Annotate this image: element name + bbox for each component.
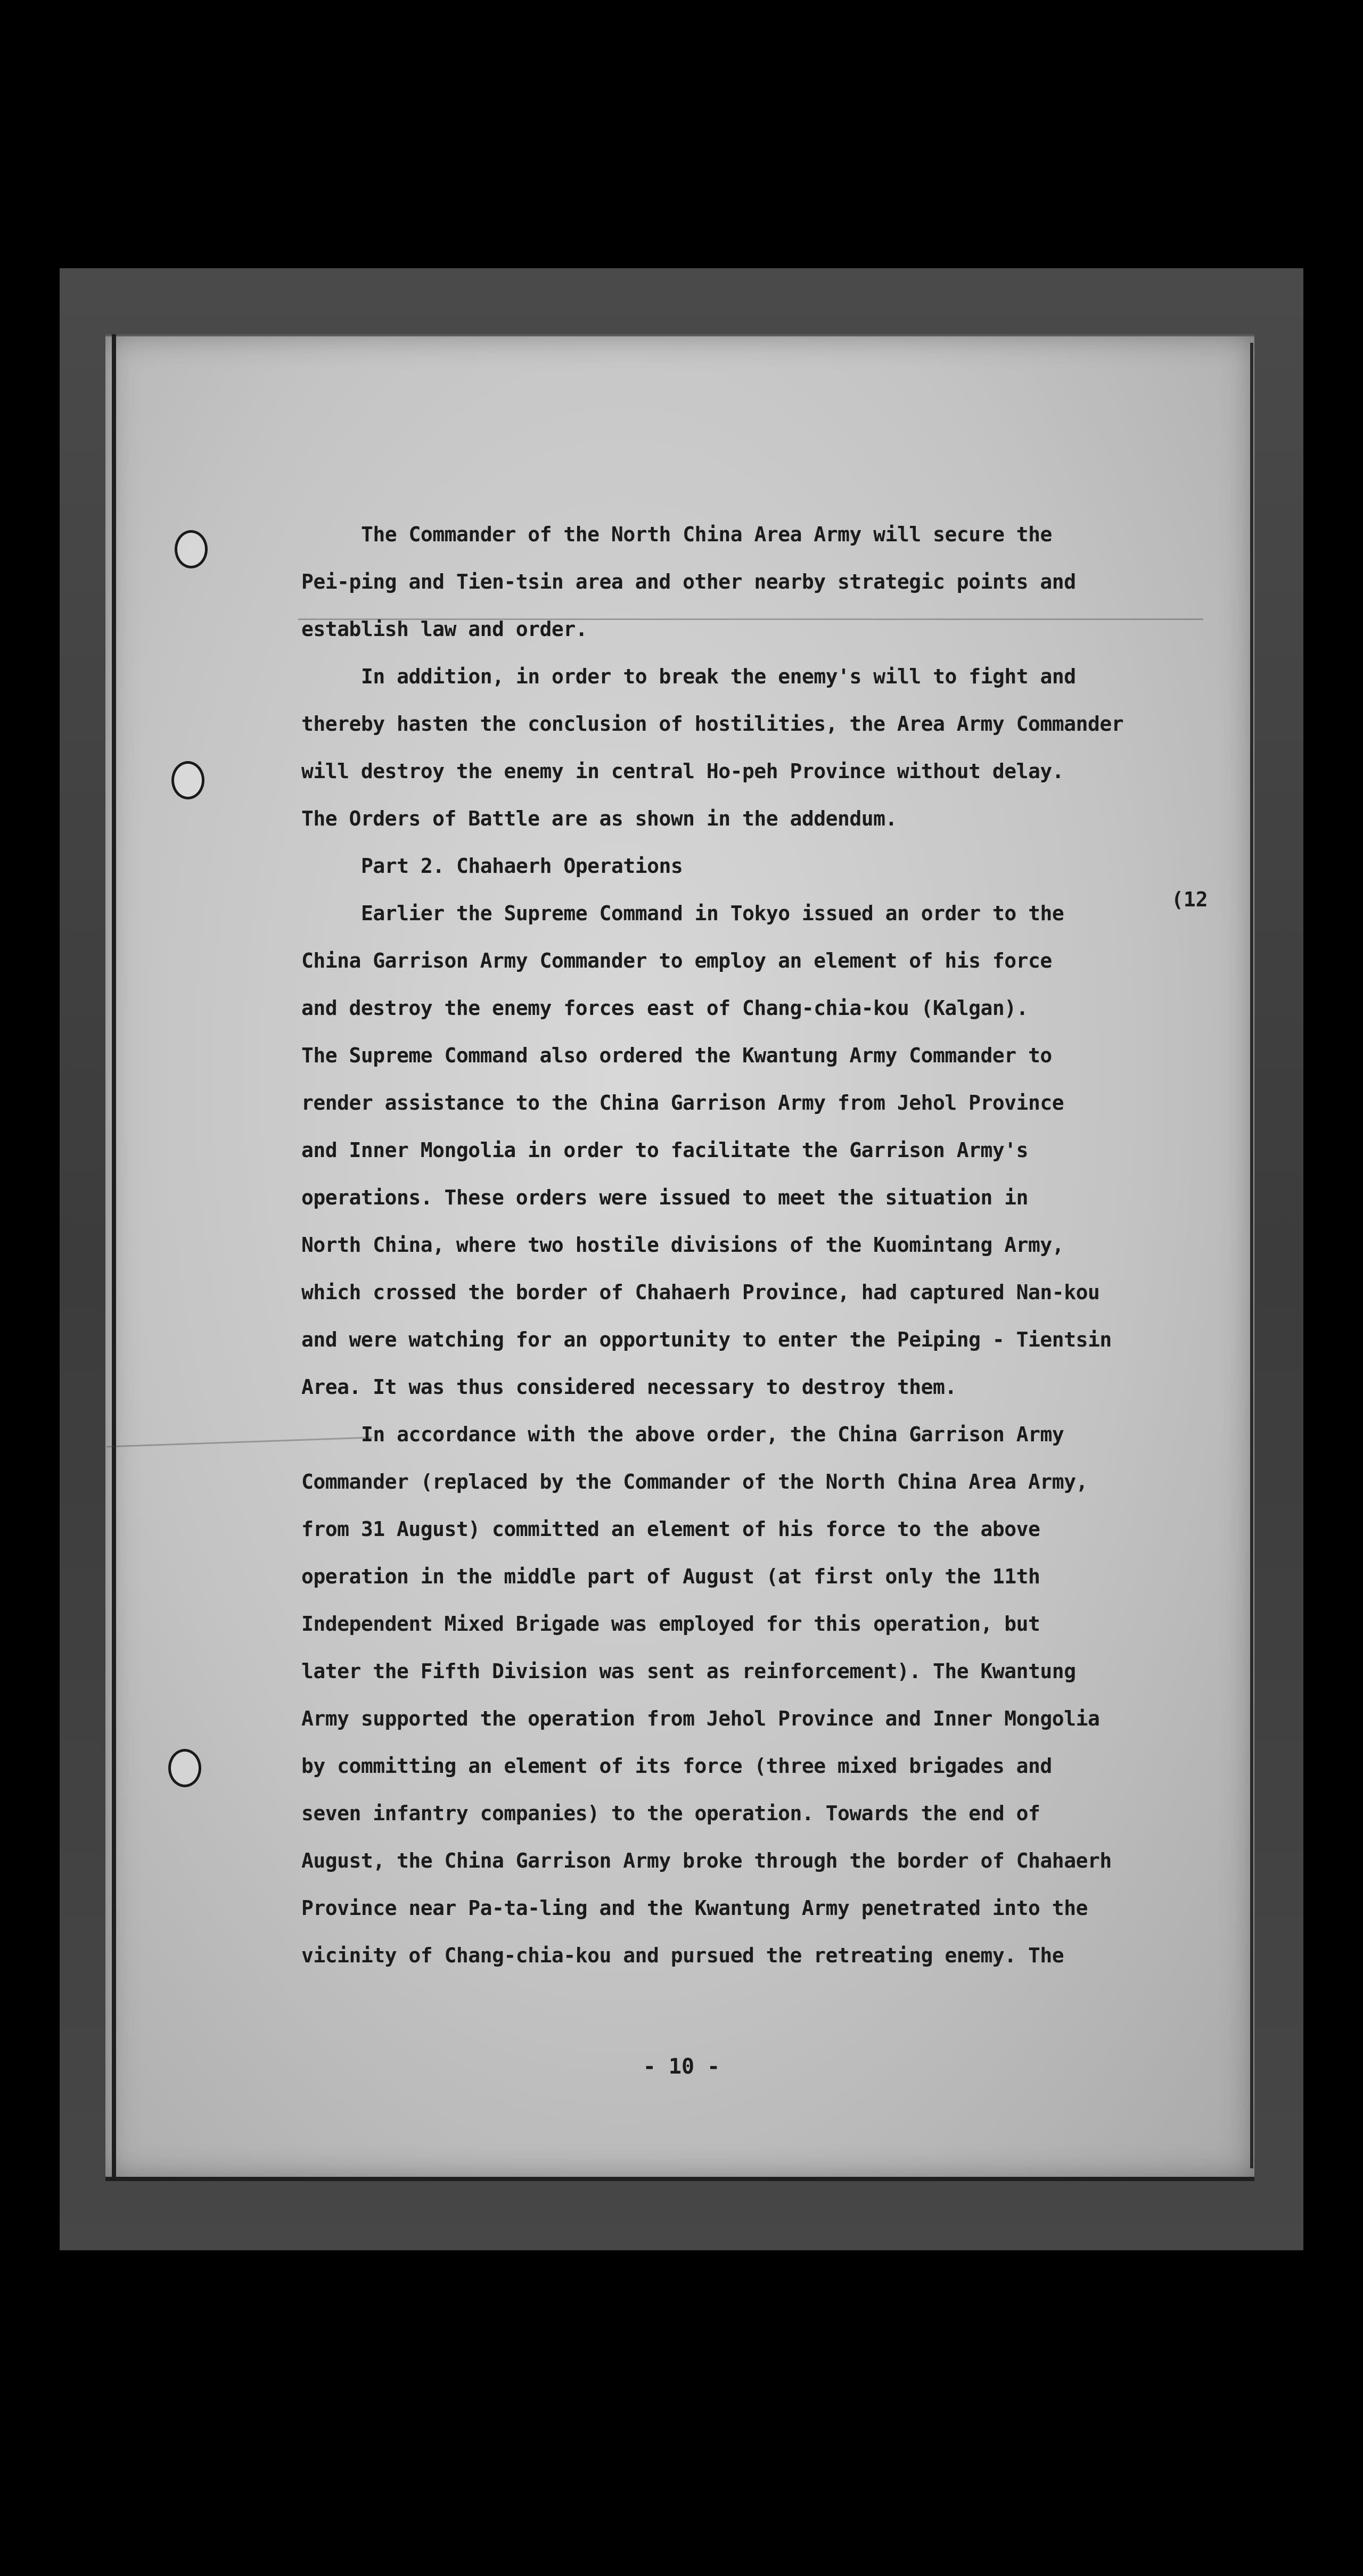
punch-hole-middle <box>171 761 204 799</box>
text-line: operation in the middle part of August (at first only the 11th <box>301 1565 1040 1588</box>
text-line: August, the China Garrison Army broke through the border of Chahaerh <box>301 1849 1112 1872</box>
margin-annotation: (12 <box>1171 888 1208 911</box>
text-line: The Supreme Command also ordered the Kwantung Army Commander to <box>301 1044 1052 1067</box>
page-edge-left <box>112 334 116 2179</box>
text-line: North China, where two hostile divisions of the Kuomintang Army, <box>301 1233 1064 1257</box>
text-line: Area. It was thus considered necessary to destroy them. <box>301 1375 957 1399</box>
text-line: from 31 August) committed an element of his force to the above <box>301 1517 1040 1541</box>
text-line: Province near Pa-ta-ling and the Kwantung Army penetrated into the <box>301 1896 1088 1920</box>
text-line: Independent Mixed Brigade was employed for this operation, but <box>301 1612 1040 1636</box>
text-line: will destroy the enemy in central Ho-peh Province without delay. <box>301 759 1064 783</box>
text-line: Pei-ping and Tien-tsin area and other nearby strategic points and <box>301 570 1076 593</box>
text-line: Commander (replaced by the Commander of the North China Area Army, <box>301 1470 1088 1493</box>
text-line: which crossed the border of Chahaerh Province, had captured Nan-kou <box>301 1281 1100 1304</box>
text-line: render assistance to the China Garrison Army from Jehol Province <box>301 1091 1064 1114</box>
page-edge-top <box>105 334 1254 336</box>
page-number: - 10 - <box>643 2054 720 2079</box>
punch-hole-bottom <box>168 1749 201 1787</box>
page-edge-right <box>1250 343 1253 2168</box>
text-line: thereby hasten the conclusion of hostilities, the Area Army Commander <box>301 712 1124 736</box>
text-line: and Inner Mongolia in order to facilitate the Garrison Army's <box>301 1138 1029 1162</box>
text-line: In addition, in order to break the enemy's will to fight and <box>361 665 1076 688</box>
text-line: establish law and order. <box>301 617 588 641</box>
text-line: by committing an element of its force (three mixed brigades and <box>301 1754 1052 1778</box>
text-line: Earlier the Supreme Command in Tokyo issued an order to the <box>361 902 1064 925</box>
text-line: Army supported the operation from Jehol Province and Inner Mongolia <box>301 1707 1100 1730</box>
text-line: vicinity of Chang-chia-kou and pursued the retreating enemy. The <box>301 1944 1064 1967</box>
text-line: The Orders of Battle are as shown in the addendum. <box>301 807 897 830</box>
text-line: seven infantry companies) to the operation. Towards the end of <box>301 1802 1040 1825</box>
text-line: The Commander of the North China Area Army will secure the <box>361 523 1052 546</box>
document-body <box>301 511 1143 1979</box>
page-edge-bottom <box>105 2177 1254 2181</box>
punch-hole-top <box>175 530 208 568</box>
text-line: and destroy the enemy forces east of Chang-chia-kou (Kalgan). <box>301 996 1029 1020</box>
text-line: In accordance with the above order, the China Garrison Army <box>361 1423 1064 1446</box>
text-line: operations. These orders were issued to meet the situation in <box>301 1186 1029 1209</box>
section-heading: Part 2. Chahaerh Operations <box>361 854 683 878</box>
text-line: and were watching for an opportunity to enter the Peiping - Tientsin <box>301 1328 1112 1351</box>
text-line: China Garrison Army Commander to employ an element of his force <box>301 949 1052 972</box>
text-line: later the Fifth Division was sent as reinforcement). The Kwantung <box>301 1659 1076 1683</box>
